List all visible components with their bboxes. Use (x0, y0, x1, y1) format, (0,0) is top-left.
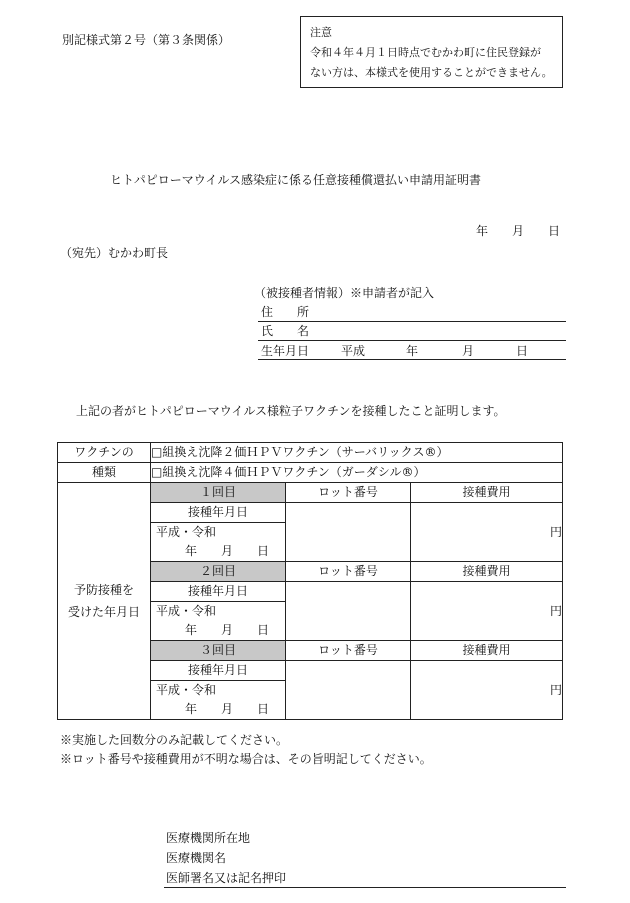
address-label: 住 所 (261, 305, 310, 319)
doctor-signature-label: 医師署名又は記名押印 (166, 871, 287, 885)
dose-1-date-header: 接種年月日 (151, 503, 286, 523)
dose-1-label: １回目 (151, 483, 286, 503)
dose-2-lot-header: ロット番号 (286, 562, 411, 582)
addressee: （宛先）むかわ町長 (60, 246, 169, 260)
dose-1-lot-cell[interactable] (286, 503, 411, 562)
dose-1-yen: 円 (549, 524, 562, 539)
vaccine-type-label-bottom: 種類 (58, 463, 151, 483)
birth-era: 平成 (341, 344, 366, 358)
dose-2-label: ２回目 (151, 562, 286, 582)
doctor-signature-underline (164, 887, 566, 888)
birth-day-unit: 日 (516, 344, 529, 358)
vaccinee-heading: （被接種者情報）※申請者が記入 (254, 286, 435, 300)
vaccination-dates-label-bottom: 受けた年月日 (67, 605, 140, 619)
name-label: 氏 名 (261, 324, 310, 338)
dose-1-ymd[interactable]: 年 月 日 (151, 542, 286, 562)
dose-2-ymd[interactable]: 年 月 日 (151, 621, 286, 641)
dose-1-era: 平成・令和 (151, 523, 286, 543)
dose-2-yen: 円 (549, 603, 562, 618)
dose-2-lot-cell[interactable] (286, 582, 411, 641)
dose-2-era: 平成・令和 (151, 602, 286, 622)
dose-2-cost-header: 接種費用 (411, 562, 563, 582)
notice-line-1: 令和４年４月１日時点でむかわ町に住民登録が (310, 46, 541, 59)
dose-3-lot-cell[interactable] (286, 661, 411, 720)
dose-3-cost-cell[interactable] (411, 661, 563, 720)
notice-title: 注意 (310, 26, 332, 39)
dose-3-cost-header: 接種費用 (411, 641, 563, 661)
birth-year-unit: 年 (406, 344, 419, 358)
address-underline (258, 321, 566, 322)
vaccine-type-label-top: ワクチンの (58, 443, 151, 463)
name-underline (258, 340, 566, 341)
dose-2-date-header: 接種年月日 (151, 582, 286, 602)
birth-month-unit: 月 (462, 344, 475, 358)
birth-underline (258, 359, 566, 360)
dose-3-era: 平成・令和 (151, 681, 286, 701)
note-2: ※ロット番号や接種費用が不明な場合は、その旨明記してください。 (60, 752, 432, 766)
dose-2-cost-cell[interactable] (411, 582, 563, 641)
institution-name-label: 医療機関名 (166, 851, 227, 865)
vaccination-table (57, 442, 563, 720)
certification-statement: 上記の者がヒトパピローマウイルス様粒子ワクチンを接種したこと証明します。 (76, 404, 506, 418)
dose-3-ymd[interactable]: 年 月 日 (151, 700, 286, 720)
vaccine-option-quadrivalent[interactable]: □組換え沈降４価ＨＰＶワクチン（ガーダシル®） (151, 463, 563, 483)
birth-label: 生年月日 (261, 344, 310, 358)
dose-3-lot-header: ロット番号 (286, 641, 411, 661)
vaccine-option-bivalent[interactable]: □組換え沈降２価ＨＰＶワクチン（サーバリックス®） (151, 443, 563, 463)
dose-3-yen: 円 (549, 682, 562, 697)
dose-1-lot-header: ロット番号 (286, 483, 411, 503)
vaccination-dates-label-top: 予防接種を (73, 583, 134, 597)
dose-1-cost-header: 接種費用 (411, 483, 563, 503)
dose-1-cost-cell[interactable] (411, 503, 563, 562)
document-title: ヒトパピローマウイルス感染症に係る任意接種償還払い申請用証明書 (110, 173, 482, 187)
notice-line-2: ない方は、本様式を使用することができません。 (310, 66, 553, 79)
note-1: ※実施した回数分のみ記載してください。 (60, 733, 289, 747)
dose-3-date-header: 接種年月日 (151, 661, 286, 681)
dose-3-label: ３回目 (151, 641, 286, 661)
institution-location-label: 医療機関所在地 (166, 831, 251, 845)
vaccination-dates-label (58, 483, 151, 720)
document-date: 年 月 日 (476, 224, 561, 238)
notice-box (300, 16, 563, 88)
form-number: 別記様式第２号（第３条関係） (62, 33, 231, 47)
